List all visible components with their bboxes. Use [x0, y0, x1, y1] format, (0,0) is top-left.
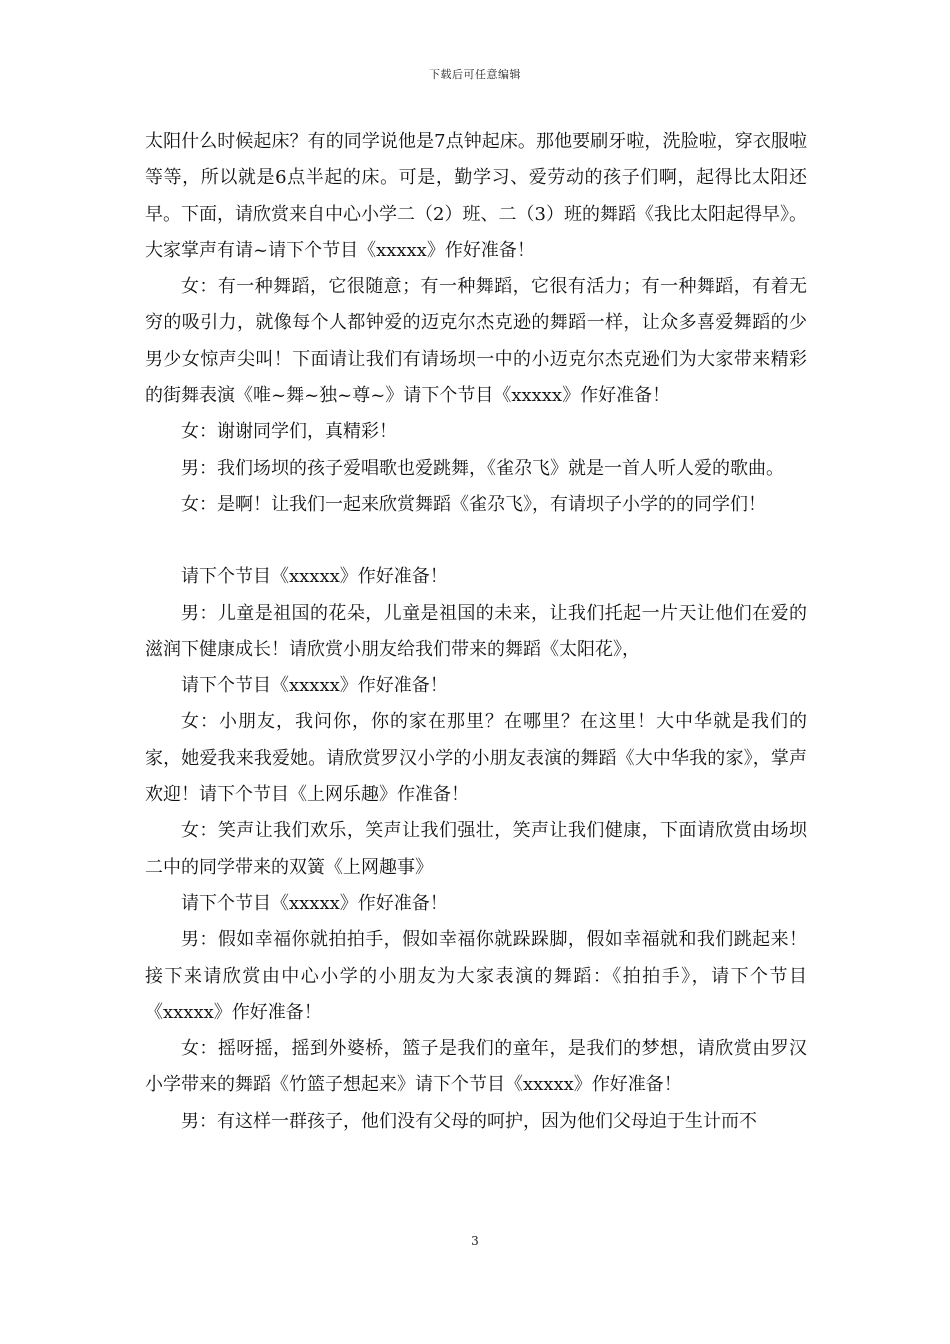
page-number: 3 — [471, 1234, 479, 1248]
paragraph-13: 女：摇呀摇，摇到外婆桥，篮子是我们的童年，是我们的梦想，请欣赏由罗汉小学带来的舞蹈《竹篮子想起来》请下个节目《xxxxx》作好准备！ — [145, 1038, 807, 1096]
paragraph-12: 男：假如幸福你就拍拍手，假如幸福你就跺跺脚，假如幸福就和我们跳起来！接下来请欣赏由中心小学的小朋友为大家表演的舞蹈：《拍拍手》，请下个节目《xxxxx》作好准备！ — [145, 929, 807, 1023]
paragraph-6: 请下个节目《xxxxx》作好准备！ — [181, 566, 448, 588]
paragraph-5: 女：是啊！让我们一起来欣赏舞蹈《雀尕飞》，有请坝子小学的的同学们！ — [181, 493, 766, 515]
document-body — [145, 124, 807, 1140]
paragraph-14: 男：有这样一群孩子，他们没有父母的呵护，因为他们父母迫于生计而不 — [181, 1110, 757, 1132]
page-header: 下载后可任意编辑 — [429, 68, 521, 81]
blank-line — [145, 523, 807, 559]
paragraph-10: 女：笑声让我们欢乐，笑声让我们强壮，笑声让我们健康，下面请欣赏由场坝二中的同学带来的双簧《上网趣事》 — [145, 820, 807, 878]
paragraph-11: 请下个节目《xxxxx》作好准备！ — [181, 892, 448, 914]
paragraph-1: 太阳什么时候起床？有的同学说他是7点钟起床。那他要刷牙啦，洗脸啦，穿衣服啦等等，所以就是6点半起的床。可是，勤学习、爱劳动的孩子们啊，起得比太阳还早。下面，请欣赏来自中心小学二（2）班、二（3）班的舞蹈《我比太阳起得早》。大家掌声有请~请下个节目《xxxxx》作好准备！ — [145, 131, 807, 261]
paragraph-4: 男：我们场坝的孩子爱唱歌也爱跳舞，《雀尕飞》就是一首人听人爱的歌曲。 — [181, 457, 784, 479]
paragraph-2: 女：有一种舞蹈，它很随意；有一种舞蹈，它很有活力；有一种舞蹈，有着无穷的吸引力，就像每个人都钟爱的迈克尔杰克逊的舞蹈一样，让众多喜爱舞蹈的少男少女惊声尖叫！下面请让我们有请场坝一中的小迈克尔杰克逊们为大家带来精彩的街舞表演《唯~舞~独~尊~》请下个节目《xxxxx》作好准备！ — [145, 276, 807, 407]
paragraph-3: 女：谢谢同学们，真精彩！ — [181, 421, 397, 443]
paragraph-9: 女：小朋友，我问你，你的家在那里？在哪里？在这里！大中华就是我们的家，她爱我来我爱她。请欣赏罗汉小学的小朋友表演的舞蹈《大中华我的家》，掌声欢迎！请下个节目《上网乐趣》作准备！ — [145, 711, 807, 806]
paragraph-7: 男：儿童是祖国的花朵，儿童是祖国的未来，让我们托起一片天让他们在爱的滋润下健康成长！请欣赏小朋友给我们带来的舞蹈《太阳花》， — [145, 602, 807, 660]
paragraph-8: 请下个节目《xxxxx》作好准备！ — [181, 675, 448, 697]
